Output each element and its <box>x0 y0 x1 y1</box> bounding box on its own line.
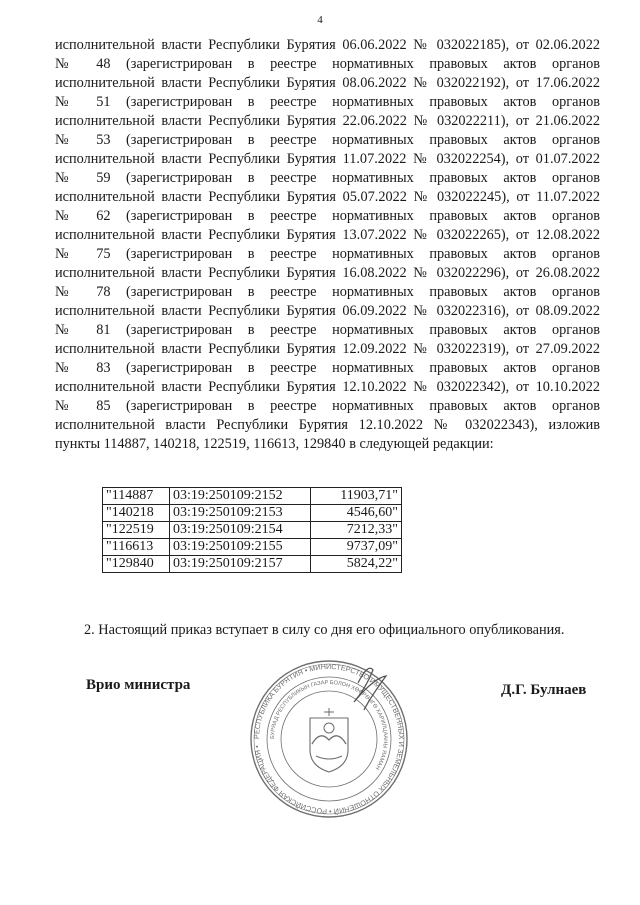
item-number: "140218 <box>103 505 170 522</box>
text-line: № 78 (зарегистрирован в реестре нормативных правовых актов органов <box>55 284 600 300</box>
text-line: пункты 114887, 140218, 122519, 116613, 129840 в следующей редакции: <box>55 436 494 452</box>
number-sign: № <box>55 208 81 224</box>
text-line: исполнительной власти Республики Бурятия 12.09.2022 № 032022319), от 27.09.2022 <box>55 341 600 357</box>
text-line: исполнительной власти Республики Бурятия 12.10.2022 № 032022342), от 10.10.2022 <box>55 379 600 395</box>
table-row <box>103 488 402 505</box>
text-line: № 59 (зарегистрирован в реестре нормативных правовых актов органов <box>55 170 600 186</box>
number-sign: № <box>55 132 81 148</box>
signatory-role: Врио министра <box>86 677 191 693</box>
text-line: исполнительной власти Республики Бурятия 16.08.2022 № 032022296), от 26.08.2022 <box>55 265 600 281</box>
official-seal <box>248 658 410 820</box>
text-line: № 48 (зарегистрирован в реестре нормативных правовых актов органов <box>55 56 600 72</box>
seal-outer-text: РЕСПУБЛИКА БУРЯТИЯ • МИНИСТЕРСТВО ИМУЩЕСТВЕННЫХ И ЗЕМЕЛЬНЫХ ОТНОШЕНИЙ • РОССИЙСКАЯ ФЕДЕРАЦИЯ • <box>251 661 407 817</box>
page-number: 4 <box>317 14 323 26</box>
text-line: исполнительной власти Республики Бурятия 08.06.2022 № 032022192), от 17.06.2022 <box>55 75 600 91</box>
item-number: "129840 <box>103 556 170 573</box>
number-sign: № <box>55 246 81 262</box>
value-cell: 4546,60" <box>311 505 402 522</box>
item-number: "114887 <box>103 488 170 505</box>
cadastral-number: 03:19:250109:2154 <box>170 522 311 539</box>
number-sign: № <box>55 360 81 376</box>
text-line: № 75 (зарегистрирован в реестре нормативных правовых актов органов <box>55 246 600 262</box>
item-number: "122519 <box>103 522 170 539</box>
signatory-name: Д.Г. Булнаев <box>501 682 587 698</box>
value-cell: 9737,09" <box>311 539 402 556</box>
number-sign: № <box>55 398 81 414</box>
paragraph-2: 2. Настоящий приказ вступает в силу со дня его официального опубликования. <box>84 622 565 638</box>
text-line: исполнительной власти Республики Бурятия 12.10.2022 № 032022343), изложив <box>55 417 600 433</box>
text-line: исполнительной власти Республики Бурятия 13.07.2022 № 032022265), от 12.08.2022 <box>55 227 600 243</box>
text-line: № 83 (зарегистрирован в реестре нормативных правовых актов органов <box>55 360 600 376</box>
number-sign: № <box>55 94 81 110</box>
text-line: № 62 (зарегистрирован в реестре нормативных правовых актов органов <box>55 208 600 224</box>
text-line: исполнительной власти Республики Бурятия 06.09.2022 № 032022316), от 08.09.2022 <box>55 303 600 319</box>
number-sign: № <box>55 170 81 186</box>
text-line: исполнительной власти Республики Бурятия 06.06.2022 № 032022185), от 02.06.2022 <box>55 37 600 53</box>
value-cell: 11903,71" <box>311 488 402 505</box>
text-line: № 53 (зарегистрирован в реестре нормативных правовых актов органов <box>55 132 600 148</box>
table-row <box>103 539 402 556</box>
text-line: № 81 (зарегистрирован в реестре нормативных правовых актов органов <box>55 322 600 338</box>
text-line: № 85 (зарегистрирован в реестре нормативных правовых актов органов <box>55 398 600 414</box>
cadastral-number: 03:19:250109:2152 <box>170 488 311 505</box>
cadastral-number: 03:19:250109:2155 <box>170 539 311 556</box>
number-sign: № <box>55 284 81 300</box>
text-line: исполнительной власти Республики Бурятия 11.07.2022 № 032022254), от 01.07.2022 <box>55 151 600 167</box>
text-line: исполнительной власти Республики Бурятия 05.07.2022 № 032022245), от 11.07.2022 <box>55 189 600 205</box>
value-cell: 7212,33" <box>311 522 402 539</box>
number-sign: № <box>55 56 81 72</box>
seal-inner-text: БУРЯАД РЕСПУБЛИКЫН ГАЗАР БОЛОН ХӨӨРӨНГӨ ХАРИЛЦААНЫ ЯАМАН <box>269 679 389 771</box>
cadastral-number: 03:19:250109:2157 <box>170 556 311 573</box>
value-cell: 5824,22" <box>311 556 402 573</box>
text-line: исполнительной власти Республики Бурятия 22.06.2022 № 032022211), от 21.06.2022 <box>55 113 600 129</box>
text-line: № 51 (зарегистрирован в реестре нормативных правовых актов органов <box>55 94 600 110</box>
table-row <box>103 505 402 522</box>
number-sign: № <box>55 322 81 338</box>
cadastral-number: 03:19:250109:2153 <box>170 505 311 522</box>
land-plots-table <box>102 487 402 573</box>
item-number: "116613 <box>103 539 170 556</box>
table-row <box>103 556 402 573</box>
table-row <box>103 522 402 539</box>
